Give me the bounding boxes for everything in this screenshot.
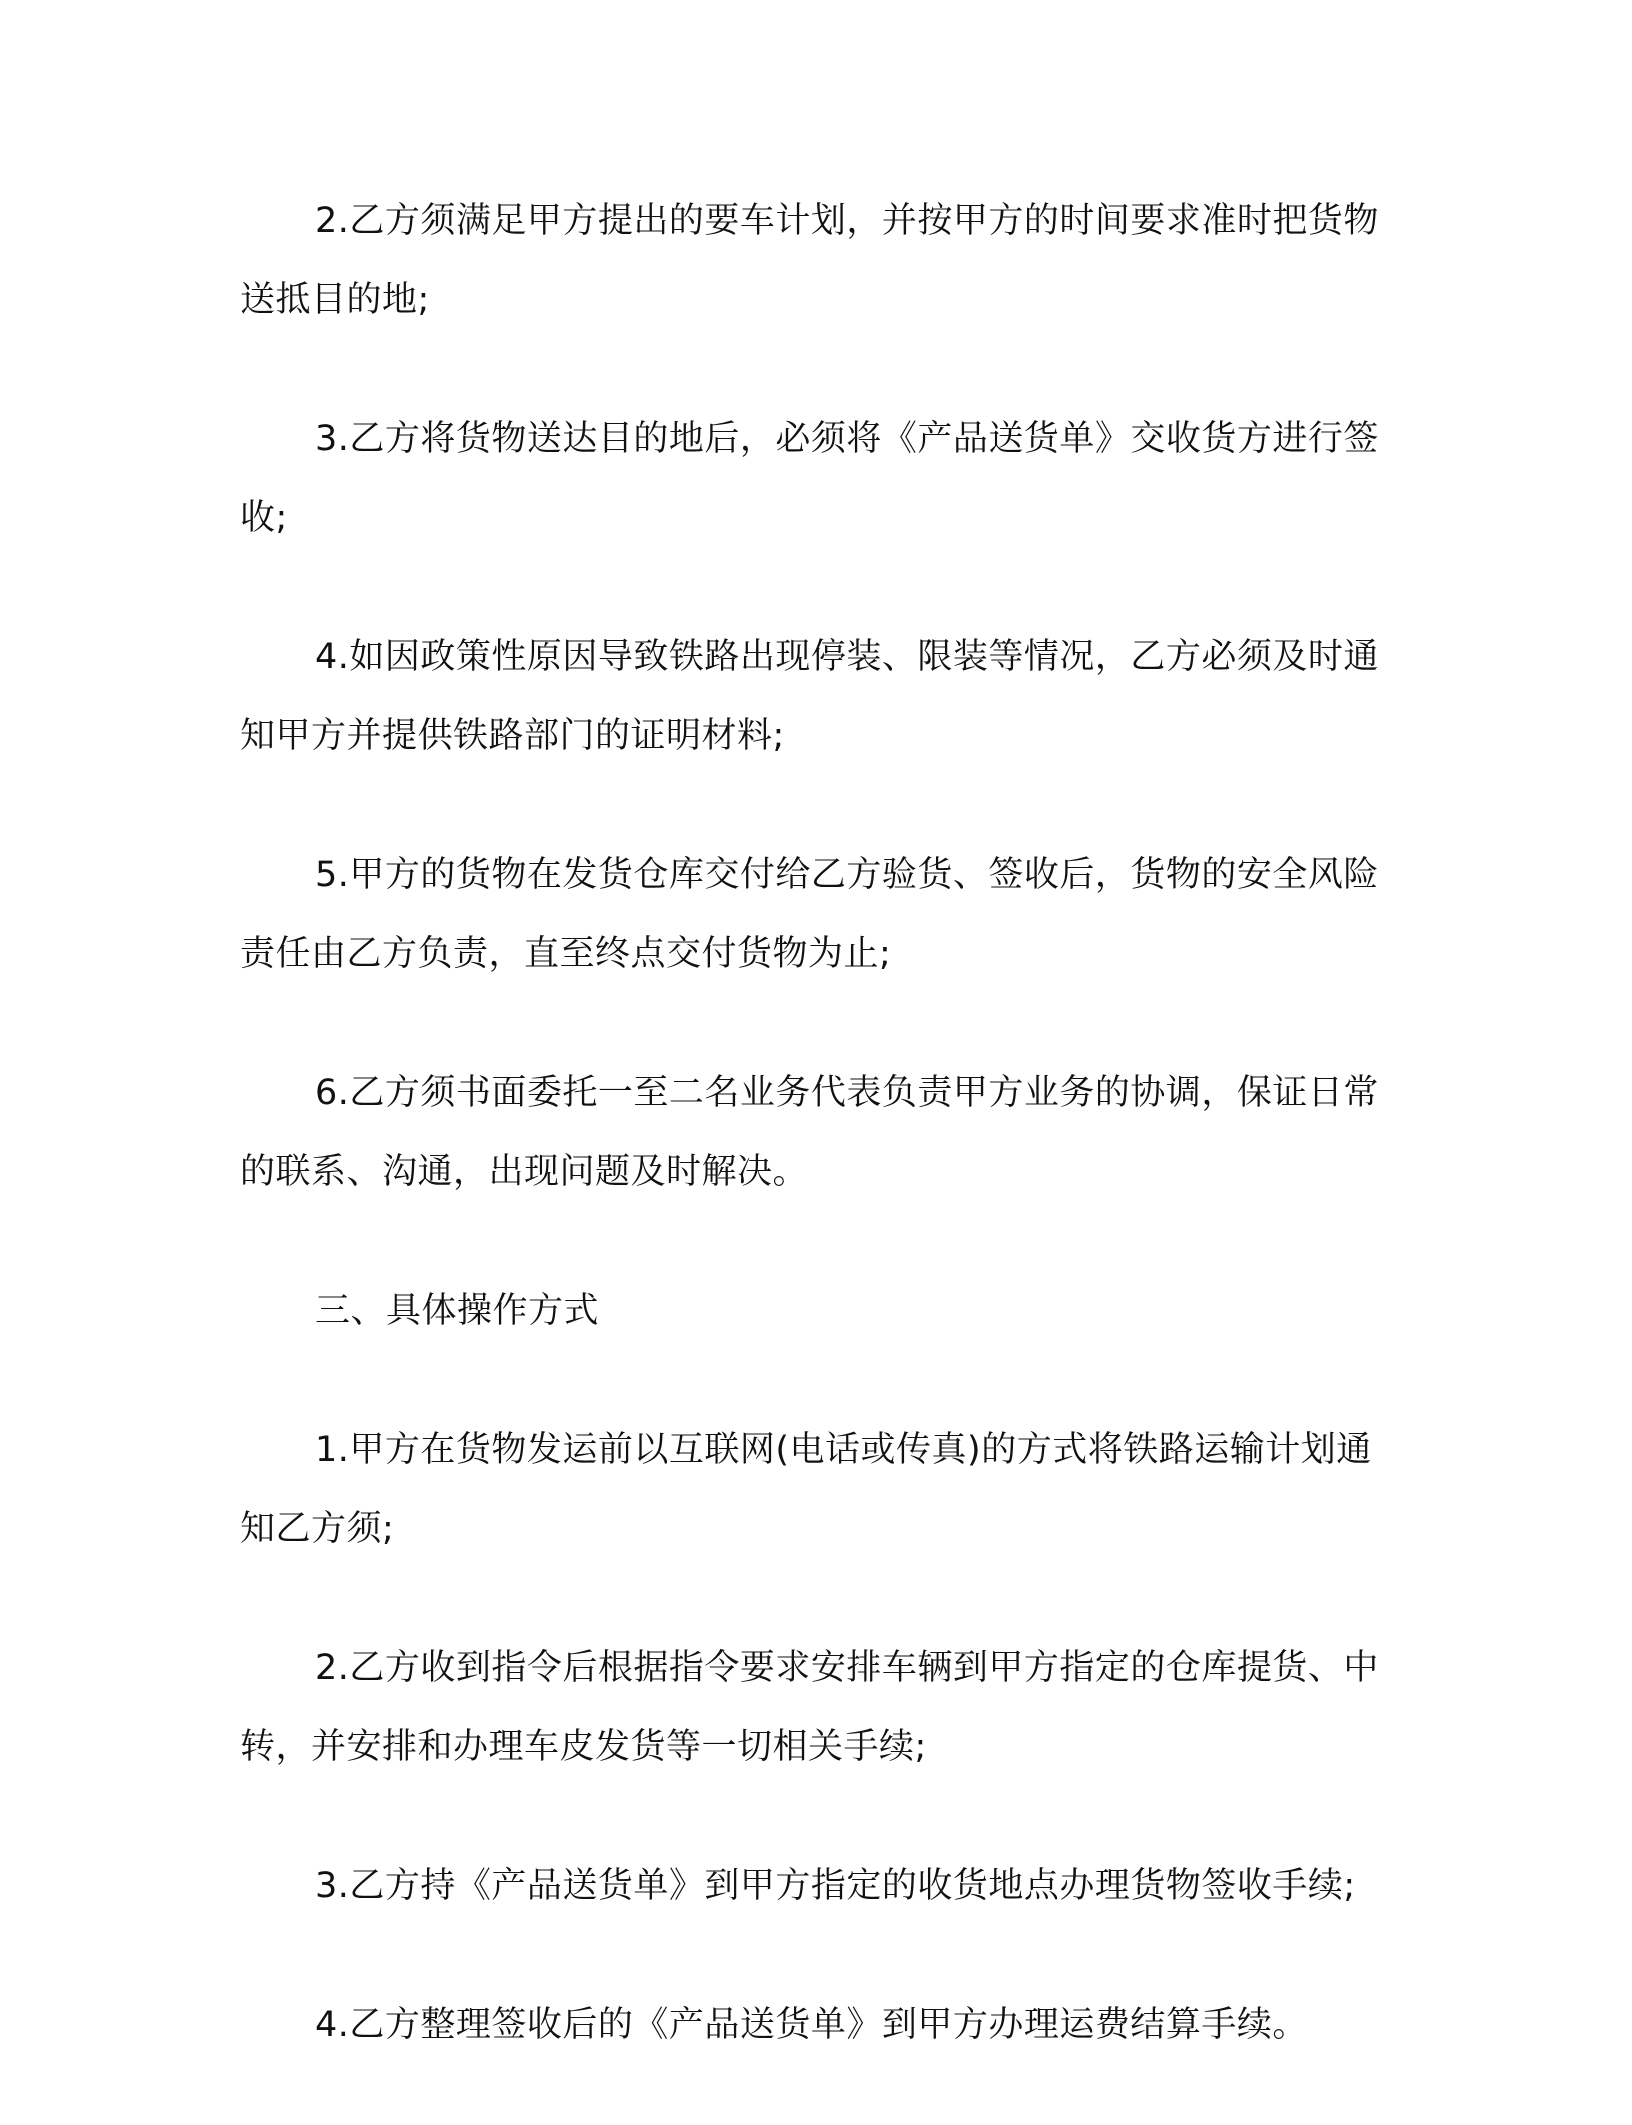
paragraph-clause-3: 3.乙方将货物送达目的地后，必须将《产品送货单》交收货方进行签收; [240, 419, 1379, 538]
document-body [240, 182, 1390, 2125]
paragraph-operation-1: 1.甲方在货物发运前以互联网(电话或传真)的方式将铁路运输计划通知乙方须; [240, 1430, 1372, 1549]
paragraph-operation-3: 3.乙方持《产品送货单》到甲方指定的收货地点办理货物签收手续; [315, 1866, 1356, 1906]
paragraph-operation-4: 4.乙方整理签收后的《产品送货单》到甲方办理运费结算手续。 [315, 2005, 1308, 2045]
section-heading: 三、具体操作方式 [315, 1291, 600, 1331]
paragraph-clause-6: 6.乙方须书面委托一至二名业务代表负责甲方业务的协调，保证日常的联系、沟通，出现问题及时解决。 [240, 1073, 1379, 1192]
paragraph-clause-4: 4.如因政策性原因导致铁路出现停装、限装等情况，乙方必须及时通知甲方并提供铁路部门的证明材料; [240, 637, 1379, 756]
paragraph-clause-5: 5.甲方的货物在发货仓库交付给乙方验货、签收后，货物的安全风险责任由乙方负责，直至终点交付货物为止; [240, 855, 1379, 974]
paragraph-clause-2: 2.乙方须满足甲方提出的要车计划，并按甲方的时间要求准时把货物送抵目的地; [240, 201, 1379, 320]
paragraph-operation-2: 2.乙方收到指令后根据指令要求安排车辆到甲方指定的仓库提货、中转，并安排和办理车皮发货等一切相关手续; [240, 1648, 1379, 1767]
